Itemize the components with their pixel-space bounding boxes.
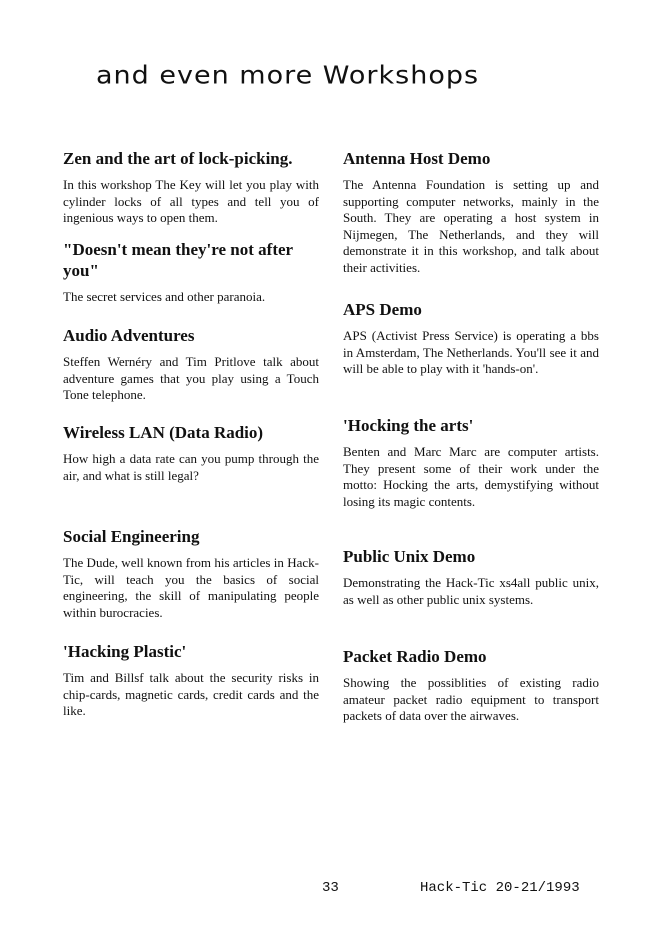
left-column <box>63 148 319 720</box>
section-body: The Dude, well known from his articles in Hack-Tic, will teach you the basics of social engineering, the skill of manipulating people within burocracies. <box>63 555 319 620</box>
right-column <box>343 148 599 725</box>
section-heading: Wireless LAN (Data Radio) <box>63 423 264 442</box>
workshop-packet-radio-demo <box>343 646 599 725</box>
section-body: Demonstrating the Hack-Tic xs4all public unix, as well as other public unix systems. <box>343 575 599 607</box>
section-body: How high a data rate can you pump through the air, and what is still legal? <box>63 451 319 483</box>
workshop-aps-demo <box>343 299 599 415</box>
section-heading: Social Engineering <box>63 527 200 546</box>
workshop-wireless-lan <box>63 422 319 526</box>
workshop-social-engineering <box>63 526 319 641</box>
section-heading: Antenna Host Demo <box>343 149 491 168</box>
section-heading: APS Demo <box>343 300 422 319</box>
section-heading: 'Hocking the arts' <box>343 416 474 435</box>
section-body: Benten and Marc Marc are computer artists. They present some of their work under the motto: Hocking the arts, demystifying without losing its magic contents. <box>343 444 599 509</box>
workshop-audio-adventures <box>63 325 319 422</box>
section-body: Showing the possiblities of existing radio amateur packet radio equipment to transport packets of data over the airwaves. <box>343 675 599 723</box>
page-title: and even more Workshops <box>96 61 480 90</box>
page-number: 33 <box>322 880 339 896</box>
workshop-paranoia <box>63 239 319 325</box>
workshop-hacking-plastic <box>63 641 319 720</box>
section-body: The secret services and other paranoia. <box>63 289 266 304</box>
publication-issue: Hack-Tic 20-21/1993 <box>420 880 580 896</box>
section-heading: Zen and the art of lock-picking. <box>63 149 293 168</box>
section-heading: Packet Radio Demo <box>343 647 487 666</box>
section-heading: "Doesn't mean they're not after you" <box>63 240 293 280</box>
workshop-hocking-the-arts <box>343 415 599 546</box>
workshop-public-unix-demo <box>343 546 599 646</box>
workshop-lock-picking <box>63 148 319 239</box>
section-body: In this workshop The Key will let you play with cylinder locks of all types and tell you of ingenious ways to open them. <box>63 177 319 225</box>
section-body: Steffen Wernéry and Tim Pritlove talk about adventure games that you play using a Touch Tone telephone. <box>63 354 319 402</box>
workshop-antenna-host-demo <box>343 148 599 299</box>
section-heading: Audio Adventures <box>63 326 195 345</box>
section-body: APS (Activist Press Service) is operating a bbs in Amsterdam, The Netherlands. You'll see it and will be able to play with it 'hands-on'. <box>343 328 599 376</box>
section-body: The Antenna Foundation is setting up and supporting computer networks, mainly in the South. They are operating a host system in Nijmegen, The Netherlands, and they will demonstrate it in this workshop, and talk about their activities. <box>343 177 599 275</box>
section-heading: Public Unix Demo <box>343 547 476 566</box>
section-heading: 'Hacking Plastic' <box>63 642 187 661</box>
section-body: Tim and Billsf talk about the security risks in chip-cards, magnetic cards, credit cards and the like. <box>63 670 319 718</box>
